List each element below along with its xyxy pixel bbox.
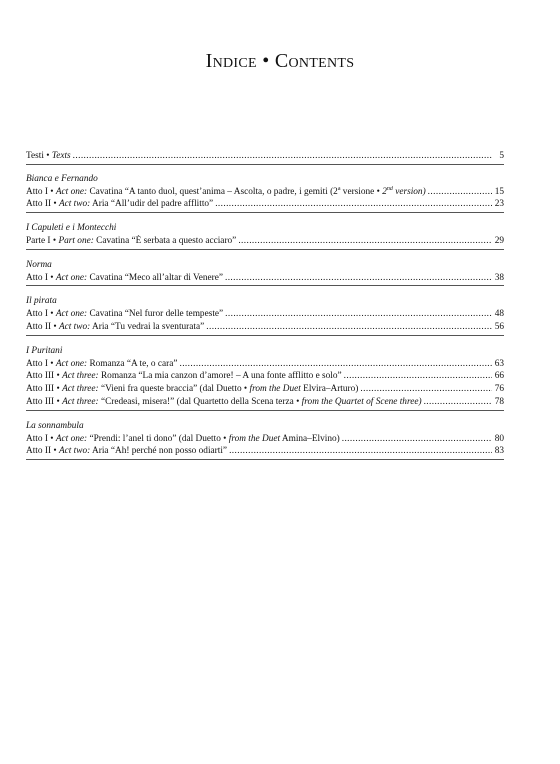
entry-text: Cavatina “Meco all’altar di Venere”	[89, 272, 223, 283]
toc-row	[26, 370, 504, 383]
opera-title: I Puritani	[26, 345, 63, 356]
act-it: Atto II	[26, 321, 52, 332]
bullet: •	[53, 321, 57, 332]
page-number: 78	[494, 396, 504, 407]
leader-dots	[215, 198, 492, 211]
page-number: 48	[494, 309, 504, 320]
page-number: 76	[494, 384, 504, 395]
leader-dots	[342, 433, 492, 446]
page-number: 63	[494, 358, 504, 369]
toc-row	[26, 445, 504, 460]
opera-title: La sonnambula	[26, 420, 84, 431]
page-title	[0, 50, 560, 73]
act-en: Act three:	[62, 371, 99, 382]
act-en: Act two:	[58, 446, 91, 457]
entry-text: “Credeasi, misera!” (dal Quartetto della Scena terza •	[100, 396, 300, 407]
act-it: Atto I	[26, 433, 48, 444]
entry-text: Cavatina “A tanto duol, quest’anima – Ascolta, o padre, i gemiti (2	[89, 186, 338, 197]
bullet: •	[50, 433, 54, 444]
leader-dots	[225, 272, 492, 285]
entry-text-en: from the Quartet of Scene three)	[299, 396, 422, 407]
toc-row	[26, 308, 504, 321]
toc-row	[26, 321, 504, 336]
entry-text: Aria “All’udir del padre afflitto”	[92, 199, 214, 210]
leader-dots	[344, 370, 492, 383]
bullet: •	[53, 199, 57, 210]
toc-row	[26, 198, 504, 213]
superscript: nd	[386, 185, 393, 192]
act-it: Parte I	[26, 235, 51, 246]
page-number: 83	[494, 446, 504, 457]
act-it: Atto I	[26, 358, 48, 369]
bullet: •	[50, 358, 54, 369]
toc-label: Testi	[26, 151, 44, 161]
entry-text: Elvira–Arturo)	[300, 384, 359, 395]
opera-title: I Capuleti e i Montecchi	[26, 223, 117, 234]
act-en: Act two:	[58, 321, 91, 332]
toc-row	[26, 396, 504, 411]
page-number: 80	[494, 433, 504, 444]
title-english: Contents	[274, 50, 355, 72]
superscript: a	[337, 185, 341, 192]
entry-text: version)	[392, 186, 426, 197]
bullet: •	[56, 396, 60, 407]
act-en: Act two:	[58, 199, 91, 210]
act-en: Act one:	[55, 309, 88, 320]
entry-text: 2	[379, 186, 387, 197]
page-number: 5	[499, 151, 504, 161]
entry-text: Aria “Tu vedrai la sventurata”	[92, 321, 205, 332]
leader-dots	[73, 150, 492, 163]
act-it: Atto II	[26, 446, 52, 457]
page-number: 15	[494, 186, 504, 197]
page-number: 38	[494, 272, 504, 283]
leader-dots	[428, 186, 492, 199]
bullet: •	[50, 186, 54, 197]
leader-dots	[229, 445, 492, 458]
act-en: Act one:	[55, 186, 88, 197]
toc-row	[26, 272, 504, 287]
act-it: Atto II	[26, 199, 52, 210]
title-separator: •	[262, 50, 270, 72]
page-number: 23	[494, 199, 504, 210]
page-number: 56	[494, 321, 504, 332]
leader-dots	[360, 383, 492, 396]
bullet: •	[50, 272, 54, 283]
entry-text: Cavatina “Nel furor delle tempeste”	[89, 309, 224, 320]
toc-row	[26, 383, 504, 396]
act-it: Atto I	[26, 272, 48, 283]
leader-dots	[206, 321, 492, 334]
bullet: •	[46, 151, 50, 161]
act-it: Atto III	[26, 396, 55, 407]
entry-text: “Prendi: l’anel ti dono” (dal Duetto •	[89, 433, 227, 444]
bullet: •	[56, 384, 60, 395]
act-en: Act one:	[55, 358, 88, 369]
act-it: Atto III	[26, 371, 55, 382]
title-italian: Indice	[205, 50, 257, 72]
leader-dots	[424, 396, 492, 409]
entry-text-en: from the Duet	[226, 433, 281, 444]
toc-row	[26, 358, 504, 371]
toc-label-en: Texts	[51, 151, 71, 161]
act-en: Act one:	[55, 433, 88, 444]
bullet: •	[52, 235, 57, 246]
opera-title: Norma	[26, 259, 52, 270]
entry-text: Amina–Elvino)	[280, 433, 340, 444]
entry-text: versione •	[340, 186, 380, 197]
act-it: Atto I	[26, 309, 48, 320]
act-it: Atto I	[26, 186, 48, 197]
act-en: Act three:	[62, 396, 99, 407]
bullet: •	[53, 446, 57, 457]
entry-text: Romanza “La mia canzon d’amore! – A una fonte afflitto e solo”	[100, 371, 342, 382]
table-of-contents	[26, 150, 504, 463]
entry-text: Cavatina “È serbata a questo acciaro”	[96, 235, 237, 246]
entry-text: “Vieni fra queste braccia” (dal Duetto •	[100, 384, 248, 395]
page-number: 66	[494, 371, 504, 382]
bullet: •	[56, 371, 60, 382]
leader-dots	[238, 235, 492, 248]
opera-title: Bianca e Fernando	[26, 173, 98, 184]
toc-row	[26, 186, 504, 199]
act-it: Atto III	[26, 384, 55, 395]
act-en: Part one:	[58, 235, 94, 246]
toc-row	[26, 433, 504, 446]
toc-row-texts	[26, 150, 504, 165]
toc-row	[26, 235, 504, 250]
entry-text: Romanza “A te, o cara”	[89, 358, 178, 369]
bullet: •	[50, 309, 54, 320]
leader-dots	[225, 308, 492, 321]
act-en: Act one:	[55, 272, 88, 283]
act-en: Act three:	[62, 384, 99, 395]
entry-text-en: from the Duet	[247, 384, 301, 395]
opera-title: Il pirata	[26, 296, 57, 307]
leader-dots	[179, 358, 492, 371]
entry-text: Aria “Ah! perché non posso odiarti”	[92, 446, 228, 457]
page-number: 29	[494, 235, 504, 246]
